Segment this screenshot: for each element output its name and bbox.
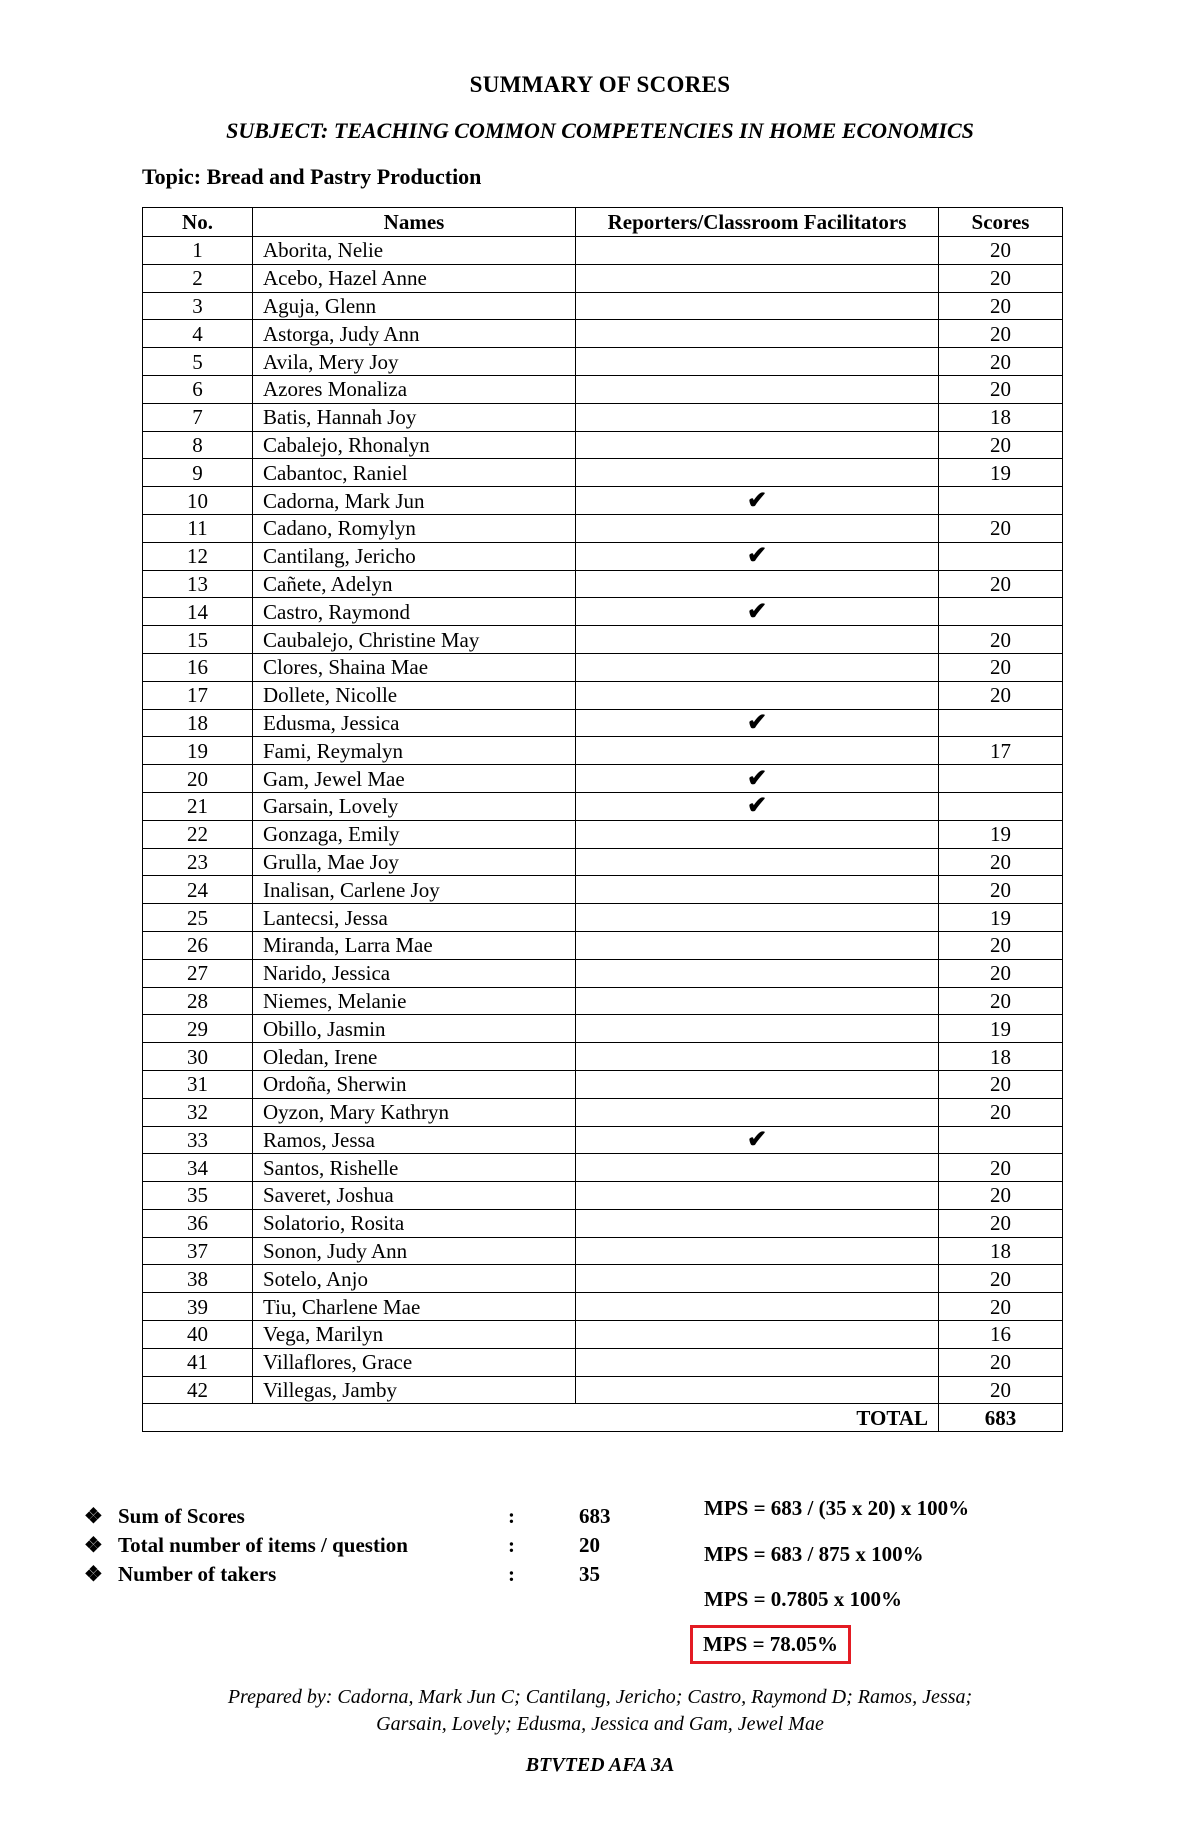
mps-formula-line-2: MPS = 683 / 875 x 100%: [704, 1542, 924, 1566]
header-reporters: Reporters/Classroom Facilitators: [576, 208, 939, 237]
header-no: No.: [143, 208, 253, 237]
student-name: Cañete, Adelyn: [253, 570, 576, 598]
reporter-cell: [576, 1015, 939, 1043]
checkmark-icon: ✔: [746, 709, 768, 736]
scores-table: [142, 207, 1063, 1432]
stat-label: Number of takers: [118, 1562, 277, 1586]
stat-total-items: [84, 1533, 624, 1562]
table-row: [143, 681, 1063, 709]
student-name: Cadorna, Mark Jun: [253, 487, 576, 515]
table-row: [143, 959, 1063, 987]
reporter-cell: [576, 459, 939, 487]
score-value: 20: [939, 1154, 1063, 1182]
table-row: [143, 931, 1063, 959]
reporter-cell: [576, 959, 939, 987]
student-name: Obillo, Jasmin: [253, 1015, 576, 1043]
score-value: 20: [939, 570, 1063, 598]
table-row: [143, 1098, 1063, 1126]
table-row: [143, 1321, 1063, 1349]
score-value: 20: [939, 848, 1063, 876]
row-number: 40: [143, 1321, 253, 1349]
student-name: Aborita, Nelie: [253, 237, 576, 265]
row-number: 29: [143, 1015, 253, 1043]
reporter-cell: [576, 931, 939, 959]
score-value: [939, 598, 1063, 626]
mps-formula-line-3: MPS = 0.7805 x 100%: [704, 1587, 903, 1611]
row-number: 3: [143, 292, 253, 320]
reporter-cell: [576, 626, 939, 654]
reporter-cell: [576, 237, 939, 265]
table-row: [143, 542, 1063, 570]
row-number: 27: [143, 959, 253, 987]
score-value: [939, 792, 1063, 820]
reporter-cell: [576, 598, 939, 626]
student-name: Oyzon, Mary Kathryn: [253, 1098, 576, 1126]
table-row: [143, 598, 1063, 626]
stat-value: 683: [579, 1504, 611, 1528]
table-row: [143, 1348, 1063, 1376]
score-value: 20: [939, 1070, 1063, 1098]
row-number: 42: [143, 1376, 253, 1404]
table-row: [143, 487, 1063, 515]
reporter-cell: [576, 514, 939, 542]
table-row: [143, 1376, 1063, 1404]
score-value: 20: [939, 1098, 1063, 1126]
score-value: 18: [939, 403, 1063, 431]
row-number: 18: [143, 709, 253, 737]
prepared-by-line-1: Prepared by: Cadorna, Mark Jun C; Cantilang, Jericho; Castro, Raymond D; Ramos, Jessa;: [227, 1686, 973, 1708]
row-number: 9: [143, 459, 253, 487]
reporter-cell: [576, 653, 939, 681]
stat-value: 20: [579, 1533, 600, 1557]
student-name: Sonon, Judy Ann: [253, 1237, 576, 1265]
table-row: [143, 570, 1063, 598]
reporter-cell: [576, 403, 939, 431]
reporter-cell: [576, 292, 939, 320]
score-value: 20: [939, 514, 1063, 542]
row-number: 35: [143, 1182, 253, 1210]
table-row: [143, 1070, 1063, 1098]
reporter-cell: [576, 542, 939, 570]
total-row: [143, 1404, 1063, 1432]
score-value: 20: [939, 987, 1063, 1015]
reporter-cell: [576, 987, 939, 1015]
score-value: 20: [939, 320, 1063, 348]
student-name: Ordoña, Sherwin: [253, 1070, 576, 1098]
reporter-cell: [576, 348, 939, 376]
table-row: [143, 1265, 1063, 1293]
row-number: 26: [143, 931, 253, 959]
score-value: 18: [939, 1043, 1063, 1071]
student-name: Cantilang, Jericho: [253, 542, 576, 570]
table-row: [143, 292, 1063, 320]
student-name: Fami, Reymalyn: [253, 737, 576, 765]
score-value: [939, 542, 1063, 570]
table-row: [143, 375, 1063, 403]
diamond-bullet-icon: ❖: [84, 1562, 103, 1586]
prepared-by: [0, 1684, 1200, 1738]
reporter-cell: [576, 1209, 939, 1237]
row-number: 5: [143, 348, 253, 376]
student-name: Cabalejo, Rhonalyn: [253, 431, 576, 459]
table-row: [143, 403, 1063, 431]
diamond-bullet-icon: ❖: [84, 1504, 103, 1528]
student-name: Azores Monaliza: [253, 375, 576, 403]
table-row: [143, 848, 1063, 876]
reporter-cell: [576, 375, 939, 403]
topic-line: Topic: Bread and Pastry Production: [142, 164, 482, 189]
table-row: [143, 626, 1063, 654]
checkmark-icon: ✔: [746, 1126, 768, 1153]
table-body: [143, 237, 1063, 1404]
mps-result-box: MPS = 78.05%: [690, 1625, 851, 1664]
row-number: 38: [143, 1265, 253, 1293]
table-header-row: [143, 208, 1063, 237]
row-number: 39: [143, 1293, 253, 1321]
table-row: [143, 431, 1063, 459]
table-row: [143, 987, 1063, 1015]
student-name: Solatorio, Rosita: [253, 1209, 576, 1237]
reporter-cell: [576, 1265, 939, 1293]
score-value: 20: [939, 264, 1063, 292]
row-number: 19: [143, 737, 253, 765]
row-number: 37: [143, 1237, 253, 1265]
score-value: 20: [939, 876, 1063, 904]
student-name: Saveret, Joshua: [253, 1182, 576, 1210]
reporter-cell: [576, 765, 939, 793]
reporter-cell: [576, 876, 939, 904]
row-number: 8: [143, 431, 253, 459]
table-row: [143, 237, 1063, 265]
reporter-cell: [576, 431, 939, 459]
row-number: 41: [143, 1348, 253, 1376]
reporter-cell: [576, 1293, 939, 1321]
score-value: 20: [939, 348, 1063, 376]
score-value: 19: [939, 904, 1063, 932]
score-value: 19: [939, 459, 1063, 487]
row-number: 33: [143, 1126, 253, 1154]
stat-sum-of-scores: [84, 1504, 624, 1533]
score-value: 20: [939, 1182, 1063, 1210]
reporter-cell: [576, 848, 939, 876]
row-number: 36: [143, 1209, 253, 1237]
score-value: 20: [939, 375, 1063, 403]
student-name: Ramos, Jessa: [253, 1126, 576, 1154]
student-name: Inalisan, Carlene Joy: [253, 876, 576, 904]
row-number: 7: [143, 403, 253, 431]
table-row: [143, 1182, 1063, 1210]
student-name: Aguja, Glenn: [253, 292, 576, 320]
row-number: 21: [143, 792, 253, 820]
reporter-cell: [576, 1348, 939, 1376]
stat-label: Sum of Scores: [118, 1504, 245, 1528]
reporter-cell: [576, 681, 939, 709]
stat-colon: :: [508, 1504, 515, 1528]
reporter-cell: [576, 320, 939, 348]
score-value: 19: [939, 820, 1063, 848]
reporter-cell: [576, 904, 939, 932]
row-number: 6: [143, 375, 253, 403]
table-row: [143, 459, 1063, 487]
score-value: 20: [939, 1293, 1063, 1321]
table-row: [143, 1293, 1063, 1321]
student-name: Castro, Raymond: [253, 598, 576, 626]
row-number: 25: [143, 904, 253, 932]
reporter-cell: [576, 1043, 939, 1071]
student-name: Tiu, Charlene Mae: [253, 1293, 576, 1321]
reporter-cell: [576, 570, 939, 598]
score-value: 20: [939, 959, 1063, 987]
row-number: 4: [143, 320, 253, 348]
checkmark-icon: ✔: [746, 543, 768, 570]
reporter-cell: [576, 820, 939, 848]
row-number: 23: [143, 848, 253, 876]
student-name: Gonzaga, Emily: [253, 820, 576, 848]
reporter-cell: [576, 792, 939, 820]
checkmark-icon: ✔: [746, 598, 768, 625]
student-name: Edusma, Jessica: [253, 709, 576, 737]
student-name: Cabantoc, Raniel: [253, 459, 576, 487]
row-number: 22: [143, 820, 253, 848]
table-row: [143, 904, 1063, 932]
reporter-cell: [576, 1070, 939, 1098]
score-value: 20: [939, 1348, 1063, 1376]
total-value: 683: [939, 1404, 1063, 1432]
table-row: [143, 264, 1063, 292]
student-name: Clores, Shaina Mae: [253, 653, 576, 681]
table-row: [143, 514, 1063, 542]
table-row: [143, 765, 1063, 793]
reporter-cell: [576, 1237, 939, 1265]
row-number: 1: [143, 237, 253, 265]
table-row: [143, 1043, 1063, 1071]
student-name: Miranda, Larra Mae: [253, 931, 576, 959]
table-row: [143, 320, 1063, 348]
table-row: [143, 653, 1063, 681]
student-name: Narido, Jessica: [253, 959, 576, 987]
table-row: [143, 1237, 1063, 1265]
student-name: Niemes, Melanie: [253, 987, 576, 1015]
score-value: 20: [939, 237, 1063, 265]
score-value: [939, 709, 1063, 737]
score-value: 18: [939, 1237, 1063, 1265]
row-number: 24: [143, 876, 253, 904]
row-number: 17: [143, 681, 253, 709]
section-footer: BTVTED AFA 3A: [525, 1754, 675, 1776]
student-name: Caubalejo, Christine May: [253, 626, 576, 654]
score-value: [939, 487, 1063, 515]
student-name: Garsain, Lovely: [253, 792, 576, 820]
score-value: 20: [939, 431, 1063, 459]
reporter-cell: [576, 1154, 939, 1182]
student-name: Avila, Mery Joy: [253, 348, 576, 376]
reporter-cell: [576, 1126, 939, 1154]
stat-label: Total number of items / question: [118, 1533, 408, 1557]
table-row: [143, 1209, 1063, 1237]
reporter-cell: [576, 737, 939, 765]
checkmark-icon: ✔: [746, 765, 768, 792]
score-value: 20: [939, 626, 1063, 654]
summary-stats: [84, 1504, 624, 1591]
table-row: [143, 348, 1063, 376]
stat-colon: :: [508, 1533, 515, 1557]
reporter-cell: [576, 709, 939, 737]
table-row: [143, 709, 1063, 737]
row-number: 2: [143, 264, 253, 292]
student-name: Acebo, Hazel Anne: [253, 264, 576, 292]
row-number: 11: [143, 514, 253, 542]
prepared-by-line-2: Garsain, Lovely; Edusma, Jessica and Gam, Jewel Mae: [376, 1713, 824, 1735]
table-row: [143, 792, 1063, 820]
score-value: 16: [939, 1321, 1063, 1349]
student-name: Grulla, Mae Joy: [253, 848, 576, 876]
row-number: 31: [143, 1070, 253, 1098]
row-number: 10: [143, 487, 253, 515]
row-number: 12: [143, 542, 253, 570]
student-name: Gam, Jewel Mae: [253, 765, 576, 793]
score-value: 20: [939, 931, 1063, 959]
mps-formula-line-1: MPS = 683 / (35 x 20) x 100%: [704, 1496, 970, 1520]
row-number: 14: [143, 598, 253, 626]
table-row: [143, 1015, 1063, 1043]
score-value: 20: [939, 681, 1063, 709]
stat-value: 35: [579, 1562, 600, 1586]
score-value: 20: [939, 653, 1063, 681]
score-value: 20: [939, 1209, 1063, 1237]
reporter-cell: [576, 1376, 939, 1404]
student-name: Batis, Hannah Joy: [253, 403, 576, 431]
header-names: Names: [253, 208, 576, 237]
reporter-cell: [576, 1321, 939, 1349]
table-row: [143, 1154, 1063, 1182]
stat-number-of-takers: [84, 1562, 624, 1591]
row-number: 15: [143, 626, 253, 654]
row-number: 34: [143, 1154, 253, 1182]
score-value: [939, 1126, 1063, 1154]
student-name: Villegas, Jamby: [253, 1376, 576, 1404]
student-name: Dollete, Nicolle: [253, 681, 576, 709]
table-row: [143, 876, 1063, 904]
reporter-cell: [576, 1098, 939, 1126]
header-scores: Scores: [939, 208, 1063, 237]
row-number: 13: [143, 570, 253, 598]
stat-colon: :: [508, 1562, 515, 1586]
checkmark-icon: ✔: [746, 793, 768, 820]
student-name: Santos, Rishelle: [253, 1154, 576, 1182]
row-number: 30: [143, 1043, 253, 1071]
document-title: SUMMARY OF SCORES: [469, 72, 731, 97]
subject-line: SUBJECT: TEACHING COMMON COMPETENCIES IN HOME ECONOMICS: [226, 118, 974, 143]
student-name: Astorga, Judy Ann: [253, 320, 576, 348]
row-number: 32: [143, 1098, 253, 1126]
student-name: Villaflores, Grace: [253, 1348, 576, 1376]
checkmark-icon: ✔: [746, 487, 768, 514]
row-number: 16: [143, 653, 253, 681]
score-value: 20: [939, 292, 1063, 320]
score-value: 19: [939, 1015, 1063, 1043]
table-row: [143, 1126, 1063, 1154]
table-row: [143, 737, 1063, 765]
student-name: Vega, Marilyn: [253, 1321, 576, 1349]
student-name: Oledan, Irene: [253, 1043, 576, 1071]
table-row: [143, 820, 1063, 848]
score-value: [939, 765, 1063, 793]
student-name: Sotelo, Anjo: [253, 1265, 576, 1293]
total-label: TOTAL: [143, 1404, 939, 1432]
diamond-bullet-icon: ❖: [84, 1533, 103, 1557]
student-name: Cadano, Romylyn: [253, 514, 576, 542]
score-value: 20: [939, 1265, 1063, 1293]
reporter-cell: [576, 1182, 939, 1210]
row-number: 28: [143, 987, 253, 1015]
score-value: 20: [939, 1376, 1063, 1404]
reporter-cell: [576, 264, 939, 292]
score-value: 17: [939, 737, 1063, 765]
student-name: Lantecsi, Jessa: [253, 904, 576, 932]
reporter-cell: [576, 487, 939, 515]
row-number: 20: [143, 765, 253, 793]
